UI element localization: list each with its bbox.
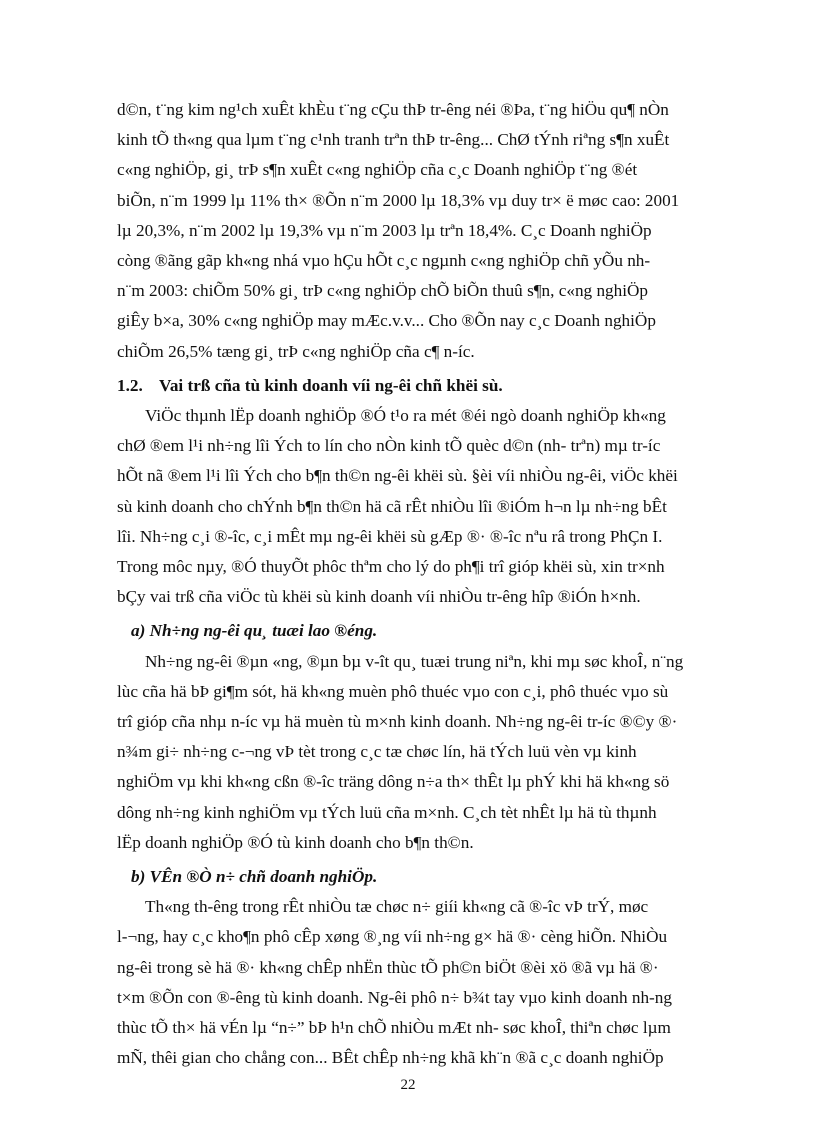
text-line: chØ ®em l¹i nh÷ng lîi Ých to lín cho nÒn kinh tÕ quèc d©n (nh- trªn) mµ tr-íc [117, 436, 661, 456]
section-title: Vai trß cña tù kinh doanh víi ng-êi chñ khëi sù. [159, 375, 503, 395]
text-line: trî gióp cña nhµ n-íc vµ hä muèn tù m×nh kinh doanh. Nh÷ng ng-êi tr-íc ®©y ®· [117, 712, 678, 732]
text-line: Nh÷ng ng-êi ®µn «ng, ®µn bµ v-ît qu¸ tuæi trung niªn, khi mµ søc khoÎ, n¨ng [145, 651, 684, 671]
text-line: mÑ, thêi gian cho chång con... BÊt chÊp nh÷ng khã kh¨n ®ã c¸c doanh nghiÖp [117, 1048, 664, 1068]
text-line: n¾m gi÷ nh÷ng c-¬ng vÞ tèt trong c¸c tæ chøc lín, hä tÝch luü vèn vµ kinh [117, 742, 637, 762]
text-line: sù kinh doanh cho chÝnh b¶n th©n hä cã rÊt nhiÒu lîi ®iÓm h¬n lµ nh÷ng bÊt [117, 496, 667, 516]
subheading-b: b) VÊn ®Ò n÷ chñ doanh nghiÖp. [131, 867, 378, 887]
page-number: 22 [400, 1077, 416, 1093]
paragraph-continuation [117, 95, 712, 367]
page-body [117, 95, 712, 1074]
text-line: d©n, t¨ng kim ng¹ch xuÊt khÈu t¨ng cÇu thÞ tr-êng néi ®Þa, t¨ng hiÖu qu¶ nÒn [117, 100, 669, 119]
text-line: ng-êi trong sè hä ®· kh«ng chÊp nhËn thùc tÕ ph©n biÖt ®èi xö ®ã vµ hä ®· [117, 957, 659, 977]
text-line: thùc tÕ th× hä vÉn lµ “n÷” bÞ h¹n chÕ nhiÒu mÆt nh- søc khoÎ, thiªn chøc lµm [117, 1018, 671, 1038]
text-line: lùc cña hä bÞ gi¶m sót, hä kh«ng muèn phô thuéc vµo con c¸i, phô thuéc vµo sù [117, 681, 669, 701]
text-line: dông nh÷ng kinh nghiÖm vµ tÝch luü cña m×nh. C¸ch tèt nhÊt lµ hä tù thµnh [117, 802, 657, 822]
text-line: t×m ®Õn con ®-êng tù kinh doanh. Ng-êi phô n÷ b¾t tay vµo kinh doanh nh-ng [117, 987, 672, 1007]
text-line: còng ®ãng gãp kh«ng nhá vµo hÇu hÕt c¸c ngµnh c«ng nghiÖp chñ yÕu nh- [117, 251, 651, 271]
text-line: lËp doanh nghiÖp ®Ó tù kinh doanh cho b¶n th©n. [117, 832, 474, 852]
text-line: biÕn, n¨m 1999 lµ 11% th× ®Õn n¨m 2000 lµ 18,3% vµ duy tr× ë møc cao: 2001 [117, 190, 680, 210]
text-line: c«ng nghiÖp, gi¸ trÞ s¶n xuÊt c«ng nghiÖp cña c¸c Doanh nghiÖp t¨ng ®ét [117, 160, 638, 180]
text-line: chiÕm 26,5% tæng gi¸ trÞ c«ng nghiÖp cña c¶ n-íc. [117, 341, 475, 361]
text-line: n¨m 2003: chiÕm 50% gi¸ trÞ c«ng nghiÖp chÕ biÕn thuû s¶n, c«ng nghiÖp [117, 281, 649, 301]
paragraph-women [117, 892, 712, 1073]
text-line: ViÖc thµnh lËp doanh nghiÖp ®Ó t¹o ra mét ®éi ngò doanh nghiÖp kh«ng [145, 406, 666, 426]
subheading-a: a) Nh÷ng ng-êi qu¸ tuæi lao ®éng. [131, 621, 378, 641]
text-line: l-¬ng, hay c¸c kho¶n phô cÊp xøng ®¸ng víi nh÷ng g× hä ®· cèng hiÕn. NhiÒu [117, 927, 668, 947]
section-number: 1.2. [117, 375, 143, 395]
text-line: hÕt nã ®em l¹i lîi Ých cho b¶n th©n ng-êi khëi sù. §èi víi nhiÒu ng-êi, viÖc khëi [117, 466, 678, 486]
text-line: kinh tÕ th«ng qua lµm t¨ng c¹nh tranh trªn thÞ tr-êng... ChØ tÝnh riªng s¶n xuÊt [117, 130, 670, 150]
text-line: nghiÖm vµ khi kh«ng cßn ®-îc träng dông n÷a th× thÊt lµ phÝ khi hä kh«ng sö [117, 772, 670, 792]
paragraph-role [117, 401, 712, 612]
text-line: lîi. Nh÷ng c¸i ®-îc, c¸i mÊt mµ ng-êi khëi sù gÆp ®· ®-îc nªu râ trong PhÇn I. [117, 526, 663, 546]
text-line: giÊy b×a, 30% c«ng nghiÖp may mÆc.v.v... Cho ®Õn nay c¸c Doanh nghiÖp [117, 311, 656, 331]
text-line: bÇy vai trß cña viÖc tù khëi sù kinh doanh víi nhiÒu tr-êng hîp ®iÓn h×nh. [117, 587, 641, 607]
text-line: Th«ng th-êng trong rÊt nhiÒu tæ chøc n÷ giíi kh«ng cã ®-îc vÞ trÝ, møc [145, 897, 649, 917]
text-line: Trong môc nµy, ®Ó thuyÕt phôc thªm cho lý do ph¶i trî gióp khëi sù, xin tr×nh [117, 557, 665, 577]
text-line: lµ 20,3%, n¨m 2002 lµ 19,3% vµ n¨m 2003 lµ trªn 18,4%. C¸c Doanh nghiÖp [117, 220, 652, 240]
section-heading [117, 371, 712, 401]
paragraph-elderly [117, 647, 712, 858]
